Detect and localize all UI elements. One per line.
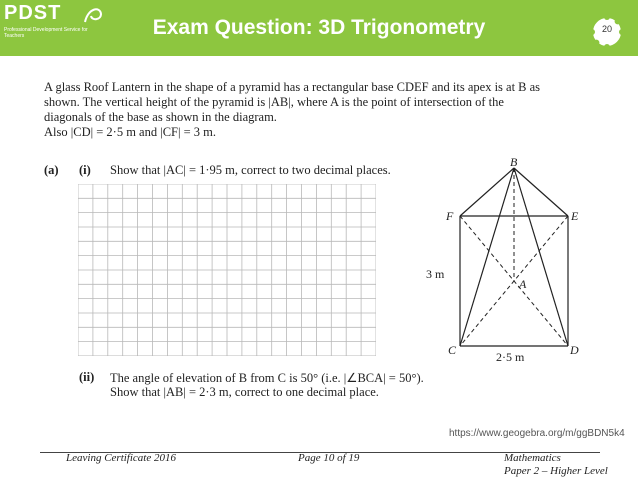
footer-right-1: Mathematics bbox=[504, 452, 561, 464]
part-i-text: Show that |AC| = 1·95 m, correct to two decimal places. bbox=[110, 163, 391, 177]
pyramid-diagram bbox=[424, 154, 594, 368]
edge-bf bbox=[460, 168, 514, 216]
label-d: D bbox=[570, 343, 579, 357]
label-c: C bbox=[448, 343, 457, 357]
label-a: A bbox=[519, 277, 527, 291]
label-f: F bbox=[446, 209, 454, 223]
edge-be bbox=[514, 168, 568, 216]
slide-header bbox=[0, 0, 638, 56]
label-b: B bbox=[510, 155, 518, 169]
logo-subtitle: Professional Development Service for Teachers bbox=[4, 27, 88, 39]
footer-page: Page 10 of 19 bbox=[298, 452, 360, 464]
intro-line: Also |CD| = 2·5 m and |CF| = 3 m. bbox=[44, 125, 217, 139]
label-height: 3 m bbox=[426, 267, 445, 281]
label-width: 2·5 m bbox=[496, 350, 525, 364]
slide-title: Exam Question: 3D Trigonometry bbox=[152, 16, 486, 39]
part-ii-line1: The angle of elevation of B from C is 50° (i.e. |∠BCA| = 50°). bbox=[110, 371, 424, 385]
label-e: E bbox=[571, 209, 579, 223]
edge-bc bbox=[460, 168, 514, 346]
geogebra-link[interactable]: https://www.geogebra.org/m/ggBDN5k4 bbox=[449, 428, 625, 439]
footer-right-2: Paper 2 – Higher Level bbox=[504, 465, 608, 477]
part-ii-label: (ii) bbox=[79, 370, 95, 384]
question-intro bbox=[44, 80, 594, 140]
logo-text: PDST bbox=[4, 2, 62, 24]
part-i-label: (i) bbox=[79, 163, 91, 177]
intro-line: A glass Roof Lantern in the shape of a pyramid has a rectangular base CDEF and its apex is at B as bbox=[44, 80, 541, 94]
edge-bd bbox=[514, 168, 568, 346]
part-a-label: (a) bbox=[44, 163, 59, 177]
footer-left: Leaving Certificate 2016 bbox=[66, 452, 176, 464]
slide-number: 20 bbox=[601, 24, 612, 34]
part-ii-line2: Show that |AB| = 2·3 m, correct to one decimal place. bbox=[110, 385, 379, 399]
answer-grid[interactable] bbox=[78, 184, 376, 356]
intro-line: shown. The vertical height of the pyramid is |AB|, where A is the point of intersection of the bbox=[44, 95, 504, 109]
intro-line: diagonals of the base as shown in the diagram. bbox=[44, 110, 277, 124]
